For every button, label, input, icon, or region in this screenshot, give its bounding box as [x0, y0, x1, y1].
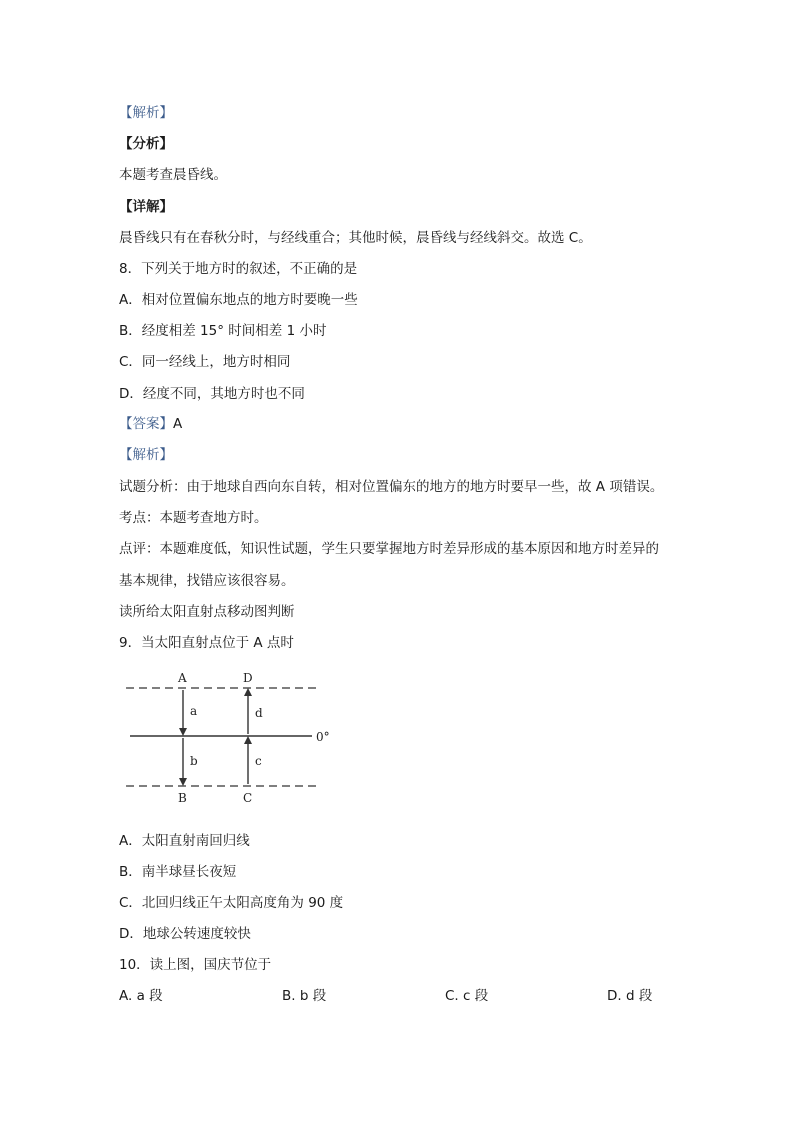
jiexi-tag: 【解析】 — [119, 105, 173, 121]
fenxi-tag: 【分析】 — [119, 136, 173, 152]
xiangjie-text: 晨昏线只有在春秋分时，与经线重合；其他时候，晨昏线与经线斜交。故选 C。 — [119, 230, 592, 246]
point-d-label: D — [243, 671, 253, 685]
point-c-label: C — [243, 791, 253, 805]
answer-tag: 【答案】 — [119, 416, 173, 432]
segment-a-label: a — [190, 704, 198, 718]
q9-option-b: B．南半球昼长夜短 — [119, 864, 237, 880]
point-b-label: B — [178, 791, 187, 805]
q10-option-b: B. b 段 — [282, 988, 327, 1004]
q8-kaodian: 考点：本题考查地方时。 — [119, 510, 268, 526]
q9-stem: 9．当太阳直射点位于 A 点时 — [119, 635, 294, 651]
q10-options — [0, 987, 794, 1005]
arrow-b-head — [179, 778, 187, 786]
sun-direct-point-diagram — [120, 668, 360, 808]
q9-option-d: D．地球公转速度较快 — [119, 926, 251, 942]
segment-c-label: c — [255, 754, 262, 768]
answer-value: A — [173, 416, 183, 432]
diagram-intro: 读所给太阳直射点移动图判断 — [119, 604, 295, 620]
q10-option-d: D. d 段 — [607, 988, 653, 1004]
q8-stem: 8．下列关于地方时的叙述，不正确的是 — [119, 261, 358, 277]
q8-dianping-1: 点评：本题难度低，知识性试题，学生只要掌握地方时差异形成的基本原因和地方时差异的 — [119, 541, 659, 557]
q8-option-a: A．相对位置偏东地点的地方时要晚一些 — [119, 292, 358, 308]
q8-option-c: C．同一经线上，地方时相同 — [119, 354, 291, 370]
arrow-d-head — [244, 688, 252, 696]
q9-option-c: C．北回归线正午太阳高度角为 90 度 — [119, 895, 344, 911]
q10-option-c: C. c 段 — [445, 988, 489, 1004]
fenxi-text: 本题考查晨昏线。 — [119, 167, 227, 183]
q9-option-a: A．太阳直射南回归线 — [119, 833, 250, 849]
q8-analysis: 试题分析：由于地球自西向东自转，相对位置偏东的地方的地方时要早一些，故 A 项错误。 — [119, 479, 664, 495]
q8-dianping-2: 基本规律，找错应该很容易。 — [119, 573, 295, 589]
q8-option-d: D．经度不同，其地方时也不同 — [119, 386, 305, 402]
q8-answer-line — [119, 415, 182, 433]
q8-option-b: B．经度相差 15° 时间相差 1 小时 — [119, 323, 327, 339]
q10-stem: 10．读上图，国庆节位于 — [119, 957, 272, 973]
q8-jiexi-tag: 【解析】 — [119, 447, 173, 463]
segment-d-label: d — [255, 706, 263, 720]
point-a-label: A — [178, 671, 187, 685]
q10-option-a: A. a 段 — [119, 988, 163, 1004]
equator-label: 0° — [316, 730, 330, 744]
xiangjie-tag: 【详解】 — [119, 199, 173, 215]
arrow-a-head — [179, 728, 187, 736]
segment-b-label: b — [190, 754, 198, 768]
arrow-c-head — [244, 736, 252, 744]
